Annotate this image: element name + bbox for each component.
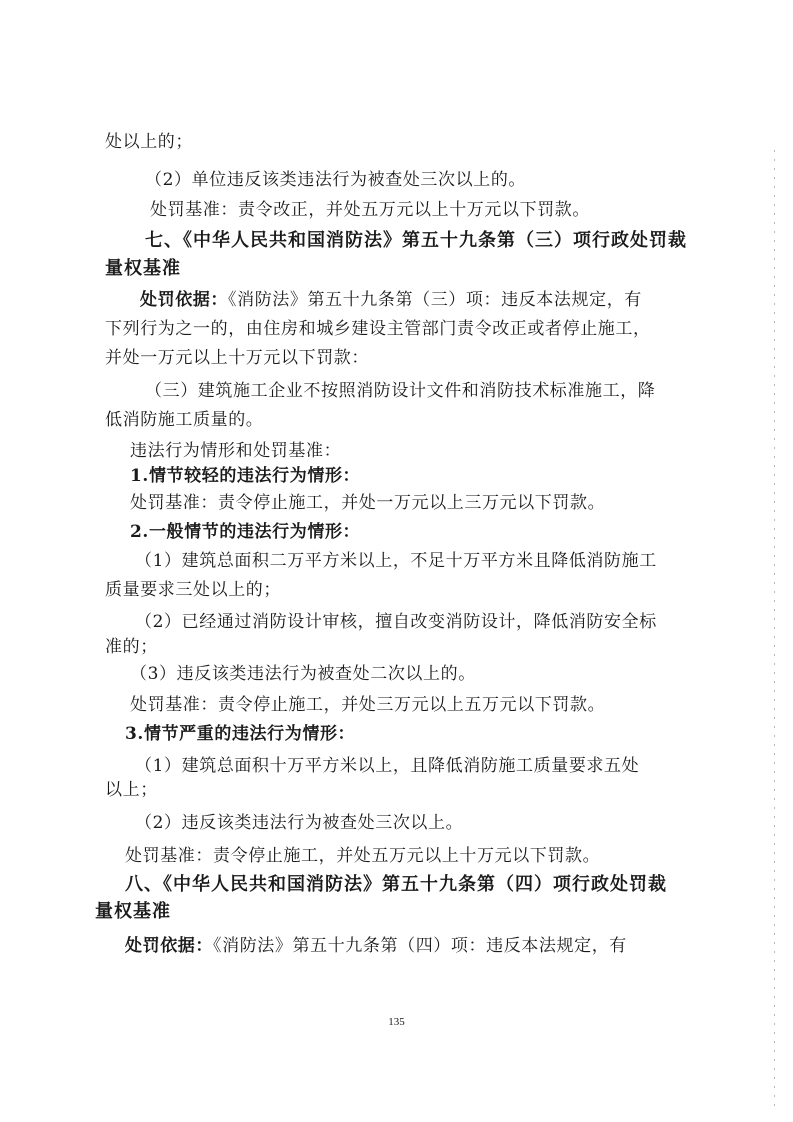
text-line: 下列行为之一的，由住房和城乡建设主管部门责令改正或者停止施工， [105, 319, 651, 339]
basis-line [125, 935, 627, 957]
text-line: （1）建筑总面积十万平方米以上，且降低消防施工质量要求五处 [135, 756, 640, 776]
text-line: 准的； [105, 637, 158, 657]
page-number: 135 [388, 1016, 405, 1028]
text-line: 违法行为情形和处罚基准： [130, 441, 342, 461]
text-line: （三）建筑施工企业不按照消防设计文件和消防技术标准施工，降 [145, 381, 656, 401]
section-heading: 八、《中华人民共和国消防法》第五十九条第（四）项行政处罚裁 [125, 874, 667, 895]
text-line: 并处一万元以上十万元以下罚款： [105, 348, 369, 368]
subheading: 1.情节较轻的违法行为情形： [130, 466, 361, 486]
scan-edge-mark [774, 150, 775, 1110]
text-line: 质量要求三处以上的； [105, 580, 281, 600]
subheading: 3.情节严重的违法行为情形： [125, 724, 356, 744]
text-line: 处罚基准：责令停止施工，并处五万元以上十万元以下罚款。 [125, 846, 601, 866]
section-heading-cont: 量权基准 [95, 901, 171, 922]
section-heading: 七、《中华人民共和国消防法》第五十九条第（三）项行政处罚裁 [145, 230, 687, 251]
text-line: 处罚基准：责令改正，并处五万元以上十万元以下罚款。 [150, 200, 590, 220]
basis-label: 处罚依据： [140, 290, 228, 310]
text-line: 以上； [105, 780, 158, 800]
basis-text: 《消防法》第五十九条第（三）项：违反本法规定，有 [228, 290, 642, 310]
text-line: （2）单位违反该类违法行为被查处三次以上的。 [145, 170, 527, 190]
basis-line [140, 289, 642, 311]
section-heading-cont: 量权基准 [105, 258, 181, 279]
text-line: （2）违反该类违法行为被查处三次以上。 [135, 813, 464, 833]
text-line: 处以上的； [105, 132, 193, 152]
basis-label: 处罚依据： [125, 936, 213, 956]
text-line: （3）违反该类违法行为被查处二次以上的。 [130, 664, 476, 684]
text-line: 处罚基准：责令停止施工，并处三万元以上五万元以下罚款。 [130, 695, 606, 715]
text-line: （2）已经通过消防设计审核，擅自改变消防设计，降低消防安全标 [135, 612, 657, 632]
text-line: 低消防施工质量的。 [105, 410, 264, 430]
text-line: 处罚基准：责令停止施工，并处一万元以上三万元以下罚款。 [130, 493, 606, 513]
basis-text: 《消防法》第五十九条第（四）项：违反本法规定，有 [213, 936, 627, 956]
subheading: 2.一般情节的违法行为情形： [130, 522, 361, 542]
text-line: （1）建筑总面积二万平方米以上，不足十万平方米且降低消防施工 [135, 551, 657, 571]
